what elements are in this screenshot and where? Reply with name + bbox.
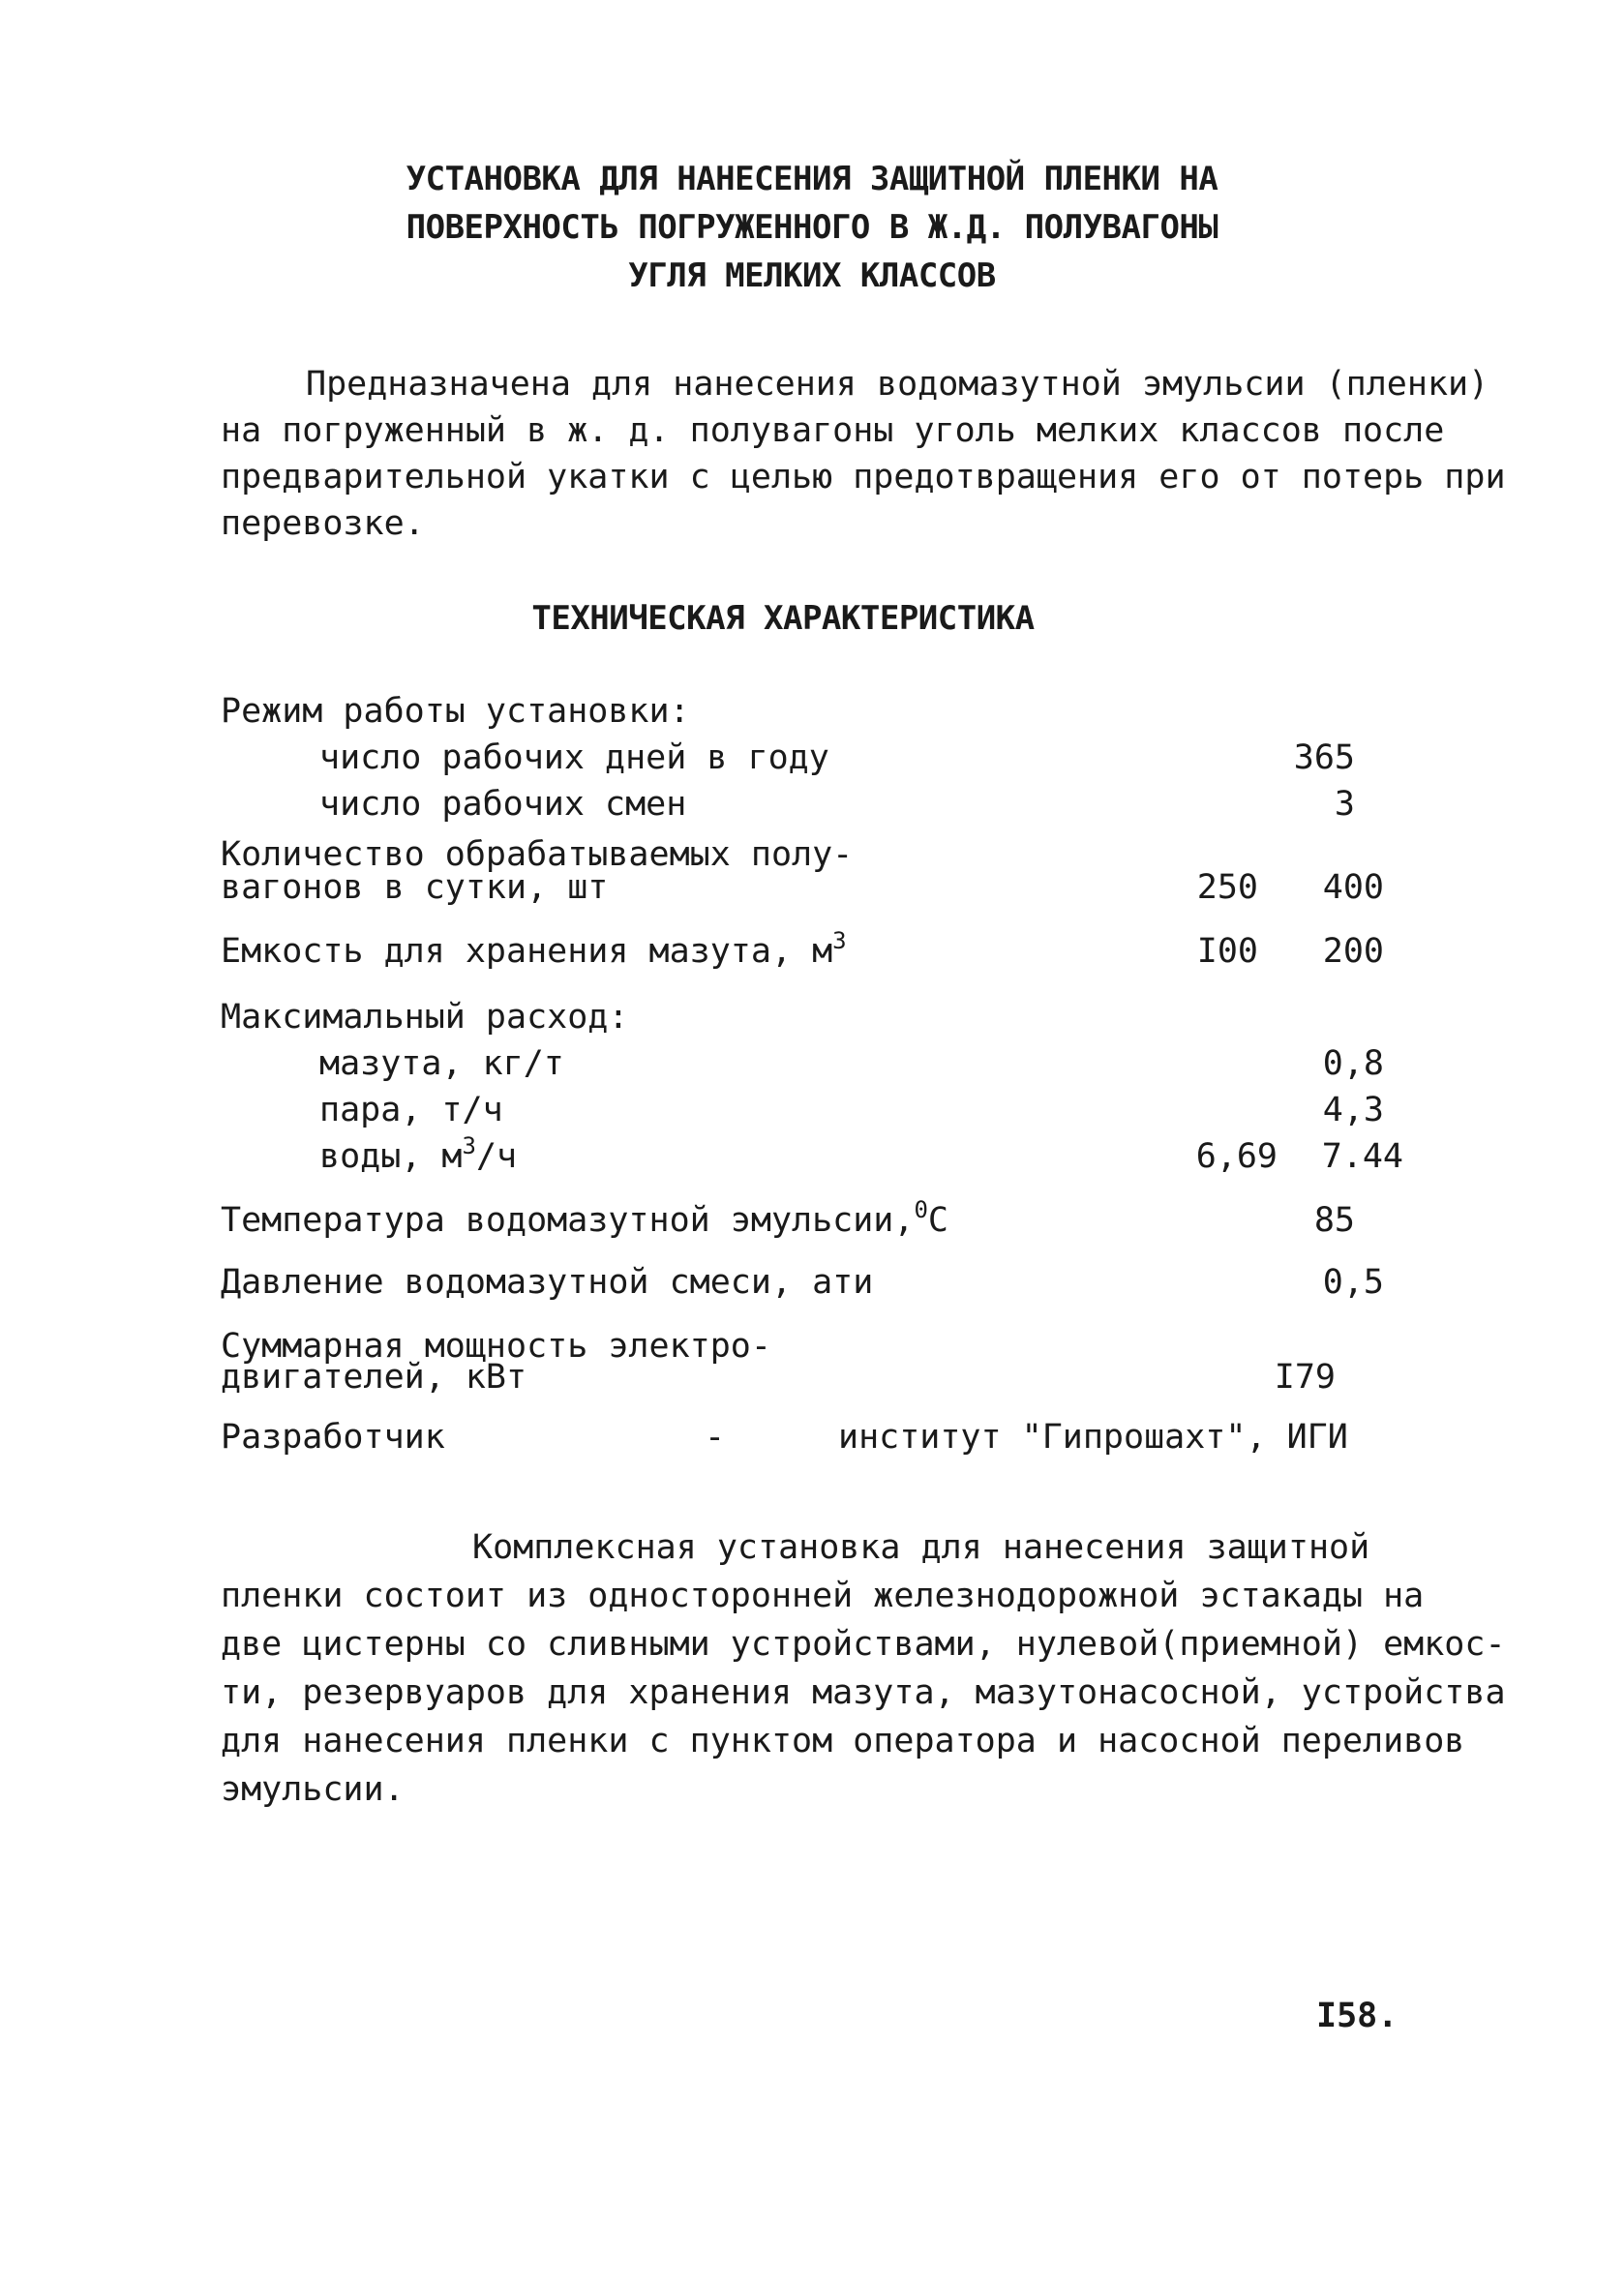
- tank-value-1: I00: [1196, 932, 1258, 971]
- mode-label: Режим работы установки:: [221, 692, 690, 731]
- description-line-3: две цистерны со сливными устройствами, нулевой(приемной) емкос-: [221, 1625, 1506, 1664]
- shifts-label: число рабочих смен: [319, 785, 687, 824]
- intro-line-3: предварительной укатки с целью предотвращения его от потерь при: [221, 458, 1506, 496]
- shifts-value: 3: [1334, 785, 1355, 824]
- water-unit-superscript: 3: [462, 1132, 476, 1159]
- title-line-3: УГЛЯ МЕЛКИХ КЛАССОВ: [628, 256, 996, 295]
- power-label-1: Суммарная мощность электро-: [221, 1327, 771, 1366]
- temperature-label: Температура водомазутной эмульсии,$^0$С: [221, 1196, 948, 1240]
- work-days-value: 365: [1293, 738, 1355, 777]
- water-value-2: 7.44: [1321, 1137, 1403, 1176]
- degree-superscript: 0: [914, 1196, 928, 1223]
- tank-label: Емкость для хранения мазута, $м^3$: [221, 927, 847, 971]
- intro-line-2: на погруженный в ж. д. полувагоны уголь мелких классов после: [221, 411, 1445, 450]
- wagons-value-2: 400: [1322, 868, 1384, 907]
- water-value-1: 6,69: [1195, 1137, 1278, 1176]
- developer-label: Разработчик: [221, 1418, 445, 1457]
- water-label: воды, $м^3/ч$: [319, 1132, 518, 1176]
- power-label-2: двигателей, кВт: [221, 1358, 527, 1397]
- work-days-label: число рабочих дней в году: [319, 738, 829, 777]
- spec-heading: ТЕХНИЧЕСКАЯ ХАРАКТЕРИСТИКА: [531, 599, 1035, 638]
- intro-line-4: перевозке.: [221, 504, 425, 543]
- wagons-value-1: 250: [1196, 868, 1258, 907]
- steam-value: 4,3: [1322, 1091, 1384, 1129]
- wagons-label-2: вагонов в сутки, шт: [221, 868, 609, 907]
- title-line-2: ПОВЕРХНОСТЬ ПОГРУЖЕННОГО В Ж.Д. ПОЛУВАГОНЫ: [406, 208, 1218, 247]
- steam-label: пара, т/ч: [319, 1091, 503, 1129]
- wagons-label-1: Количество обрабатываемых полу-: [221, 835, 854, 874]
- intro-line-1: Предназначена для нанесения водомазутной эмульсии (пленки): [306, 365, 1489, 404]
- description-line-5: для нанесения пленки с пунктом оператора и насосной переливов: [221, 1722, 1465, 1760]
- max-consumption-label: Максимальный расход:: [221, 998, 629, 1037]
- title-line-1: УСТАНОВКА ДЛЯ НАНЕСЕНИЯ ЗАЩИТНОЙ ПЛЕНКИ НА: [406, 160, 1218, 198]
- description-line-4: ти, резервуаров для хранения мазута, мазутонасосной, устройства: [221, 1673, 1506, 1712]
- tank-unit-superscript: 3: [832, 927, 847, 954]
- page-number: I58.: [1316, 1997, 1398, 2035]
- power-value: I79: [1274, 1358, 1336, 1397]
- developer-value: институт "Гипрошахт", ИГИ: [838, 1418, 1348, 1457]
- tank-value-2: 200: [1322, 932, 1384, 971]
- fuel-value: 0,8: [1322, 1044, 1384, 1083]
- description-line-6: эмульсии.: [221, 1770, 405, 1809]
- description-line-2: пленки состоит из односторонней железнодорожной эстакады на: [221, 1577, 1425, 1615]
- fuel-label: мазута, кг/т: [319, 1044, 564, 1083]
- description-line-1: Комплексная установка для нанесения защитной: [472, 1528, 1370, 1567]
- pressure-value: 0,5: [1322, 1263, 1384, 1302]
- developer-dash: -: [705, 1418, 726, 1457]
- temperature-value: 85: [1313, 1201, 1355, 1240]
- pressure-label: Давление водомазутной смеси, ати: [221, 1263, 874, 1302]
